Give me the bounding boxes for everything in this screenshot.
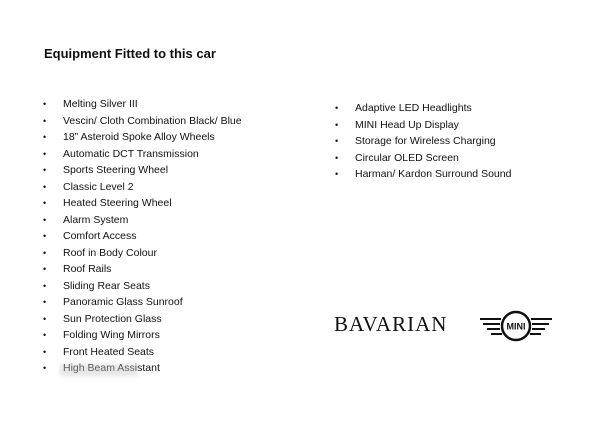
list-item: • Roof Rails [43, 261, 242, 278]
list-item: • Circular OLED Screen [335, 150, 511, 167]
mini-logo-text: MINI [506, 321, 526, 332]
equipment-list-left [43, 96, 242, 377]
list-item: • Folding Wing Mirrors [43, 327, 242, 344]
list-item: • Storage for Wireless Charging [335, 133, 511, 150]
list-item: • Harman/ Kardon Surround Sound [335, 166, 511, 183]
list-item: • Vescin/ Cloth Combination Black/ Blue [43, 113, 242, 130]
list-item: • Sun Protection Glass [43, 311, 242, 328]
blurred-overlay [60, 364, 138, 376]
list-item: • Comfort Access [43, 228, 242, 245]
list-item: • Alarm System [43, 212, 242, 229]
list-item: • Automatic DCT Transmission [43, 146, 242, 163]
list-item: • Adaptive LED Headlights [335, 100, 511, 117]
list-item: • Heated Steering Wheel [43, 195, 242, 212]
list-item: • Sliding Rear Seats [43, 278, 242, 295]
list-item: • Classic Level 2 [43, 179, 242, 196]
list-item: • Roof in Body Colour [43, 245, 242, 262]
mini-wings-logo-icon [478, 310, 554, 344]
list-item: • 18” Asteroid Spoke Alloy Wheels [43, 129, 242, 146]
list-item: • Panoramic Glass Sunroof [43, 294, 242, 311]
list-item: • Melting Silver III [43, 96, 242, 113]
list-item: • Front Heated Seats [43, 344, 242, 361]
list-item: • MINI Head Up Display [335, 117, 511, 134]
equipment-list-right [335, 100, 511, 183]
list-item: • High Beam Assistant [43, 360, 242, 377]
dealer-logo-text: BAVARIAN [334, 312, 448, 336]
list-item: • Sports Steering Wheel [43, 162, 242, 179]
page-title: Equipment Fitted to this car [44, 46, 216, 61]
